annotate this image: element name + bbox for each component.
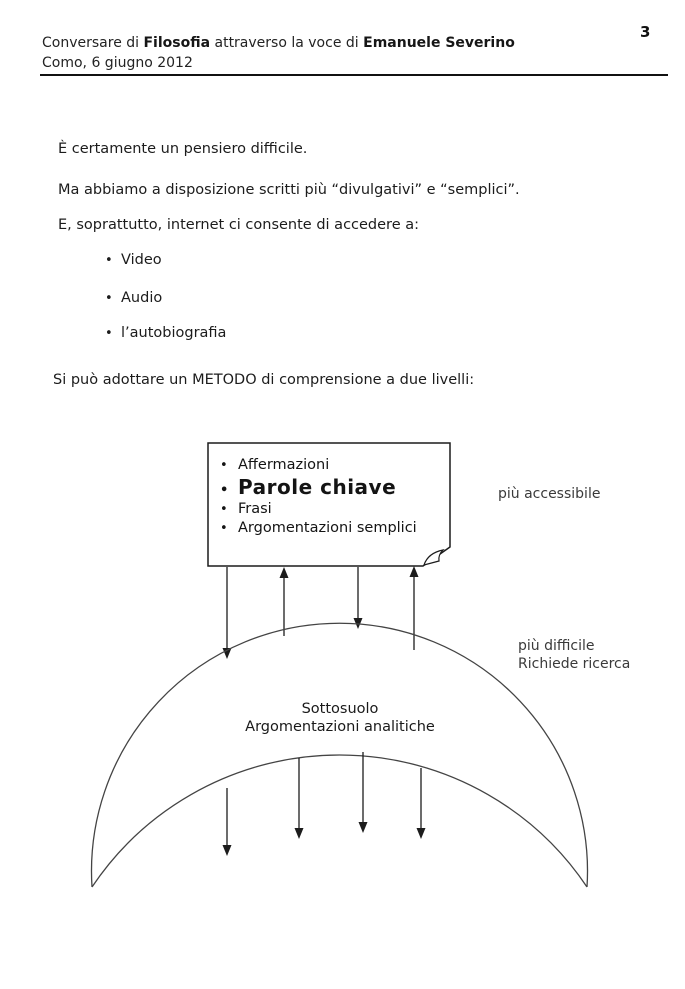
dome-inner-arc (92, 755, 587, 887)
arrow-down-icon (354, 567, 363, 629)
difficulty-label-line2: Richiede ricerca (518, 656, 631, 672)
dome-caption (190, 700, 490, 736)
paragraph-1: È certamente un pensiero difficile. (58, 141, 308, 157)
arrow-down-icon (417, 768, 426, 839)
exchange-arrows (223, 566, 419, 659)
bullet-label: Video (121, 252, 162, 268)
arrow-up-icon (410, 566, 419, 650)
arrow-down-icon (223, 788, 232, 856)
bullet-icon: • (105, 291, 113, 306)
bullet-label: Audio (121, 290, 163, 306)
arrow-down-icon (359, 752, 368, 833)
note-box (214, 456, 446, 538)
difficulty-label-line1: più difficile (518, 638, 595, 654)
dome-caption-line1: Sottosuolo (301, 701, 379, 717)
bullet-label: l’autobiografia (121, 325, 227, 341)
note-item-keywords: • Parole chiave (214, 475, 446, 500)
paragraph-3: E, soprattutto, internet ci consente di accedere a: (58, 217, 419, 233)
title-middle: attraverso la voce di (210, 35, 364, 51)
title-author: Emanuele Severino (363, 35, 515, 51)
bullet-icon: • (105, 326, 113, 341)
note-item: • Frasi (214, 500, 446, 519)
arrow-down-icon (295, 758, 304, 839)
page-number: 3 (640, 23, 651, 41)
title-topic: Filosofia (143, 35, 211, 51)
note-list (214, 456, 446, 538)
paragraph-2: Ma abbiamo a disposizione scritti più “divulgativi” e “semplici”. (58, 182, 520, 198)
method-line: Si può adottare un METODO di comprensione a due livelli: (53, 372, 475, 388)
dome-caption-line2: Argomentazioni analitiche (245, 719, 435, 735)
bullet-icon: • (105, 253, 113, 268)
arrow-down-icon (223, 567, 232, 659)
difficulty-label (518, 637, 630, 673)
arrow-up-icon (280, 567, 289, 636)
page-subtitle: Como, 6 giugno 2012 (42, 55, 193, 71)
note-item: • Argomentazioni semplici (214, 519, 446, 538)
note-item: • Affermazioni (214, 456, 446, 475)
title-prefix: Conversare di (42, 35, 144, 51)
accessibility-label: più accessibile (498, 486, 601, 502)
